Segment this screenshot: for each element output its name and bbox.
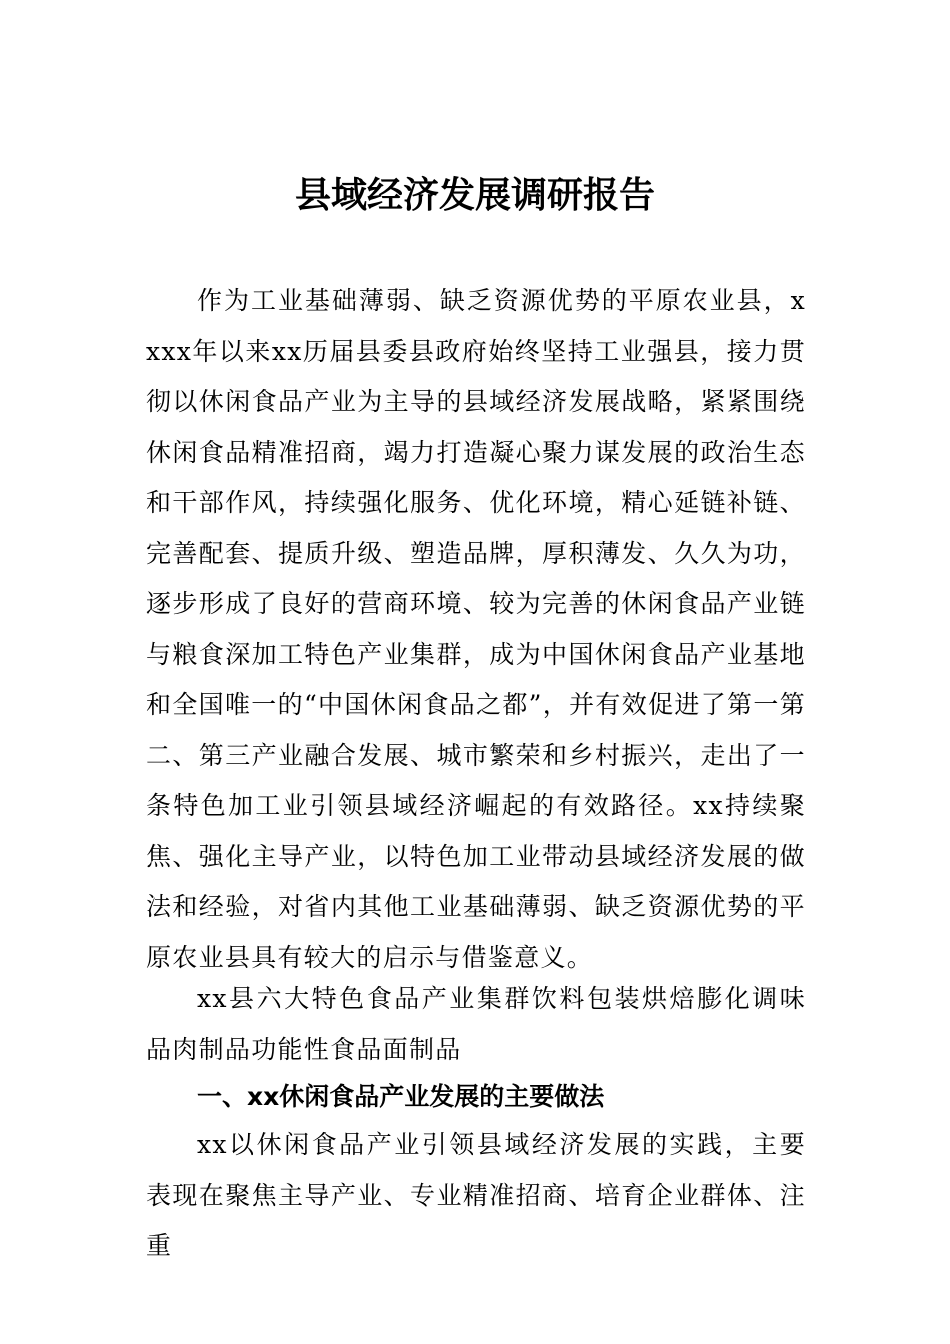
body-paragraph-3: xx以休闲食品产业引领县域经济发展的实践，主要表现在聚焦主导产业、专业精准招商、培育企业群体、注重	[146, 1130, 806, 1260]
body-paragraph-1: 作为工业基础薄弱、缺乏资源优势的平原农业县，xxxx年以来xx历届县委县政府始终坚持工业强县，接力贯彻以休闲食品产业为主导的县域经济发展战略，紧紧围绕休闲食品精准招商，竭力打造凝心聚力谋发展的政治生态和干部作风，持续强化服务、优化环境，精心延链补链、完善配套、提质升级、塑造品牌，厚积薄发、久久为功，逐步形成了良好的营商环境、较为完善的休闲食品产业链与粮食深加工特色产业集群，成为中国休闲食品产业基地和全国唯一的“中国休闲食品之都”，并有效促进了第一第二、第三产业融合发展、城市繁荣和乡村振兴，走出了一条特色加工业引领县域经济崛起的有效路径。xx持续聚焦、强化主导产业，以特色加工业带动县域经济发展的做法和经验，对省内其他工业基础薄弱、缺乏资源优势的平原农业县具有较大的启示与借鉴意义。	[146, 286, 806, 972]
document-title: 县域经济发展调研报告	[294, 174, 655, 216]
body-paragraph-2: xx县六大特色食品产业集群饮料包装烘焙膨化调味品肉制品功能性食品面制品	[146, 984, 806, 1064]
section-heading: 一、xx休闲食品产业发展的主要做法	[197, 1082, 605, 1111]
